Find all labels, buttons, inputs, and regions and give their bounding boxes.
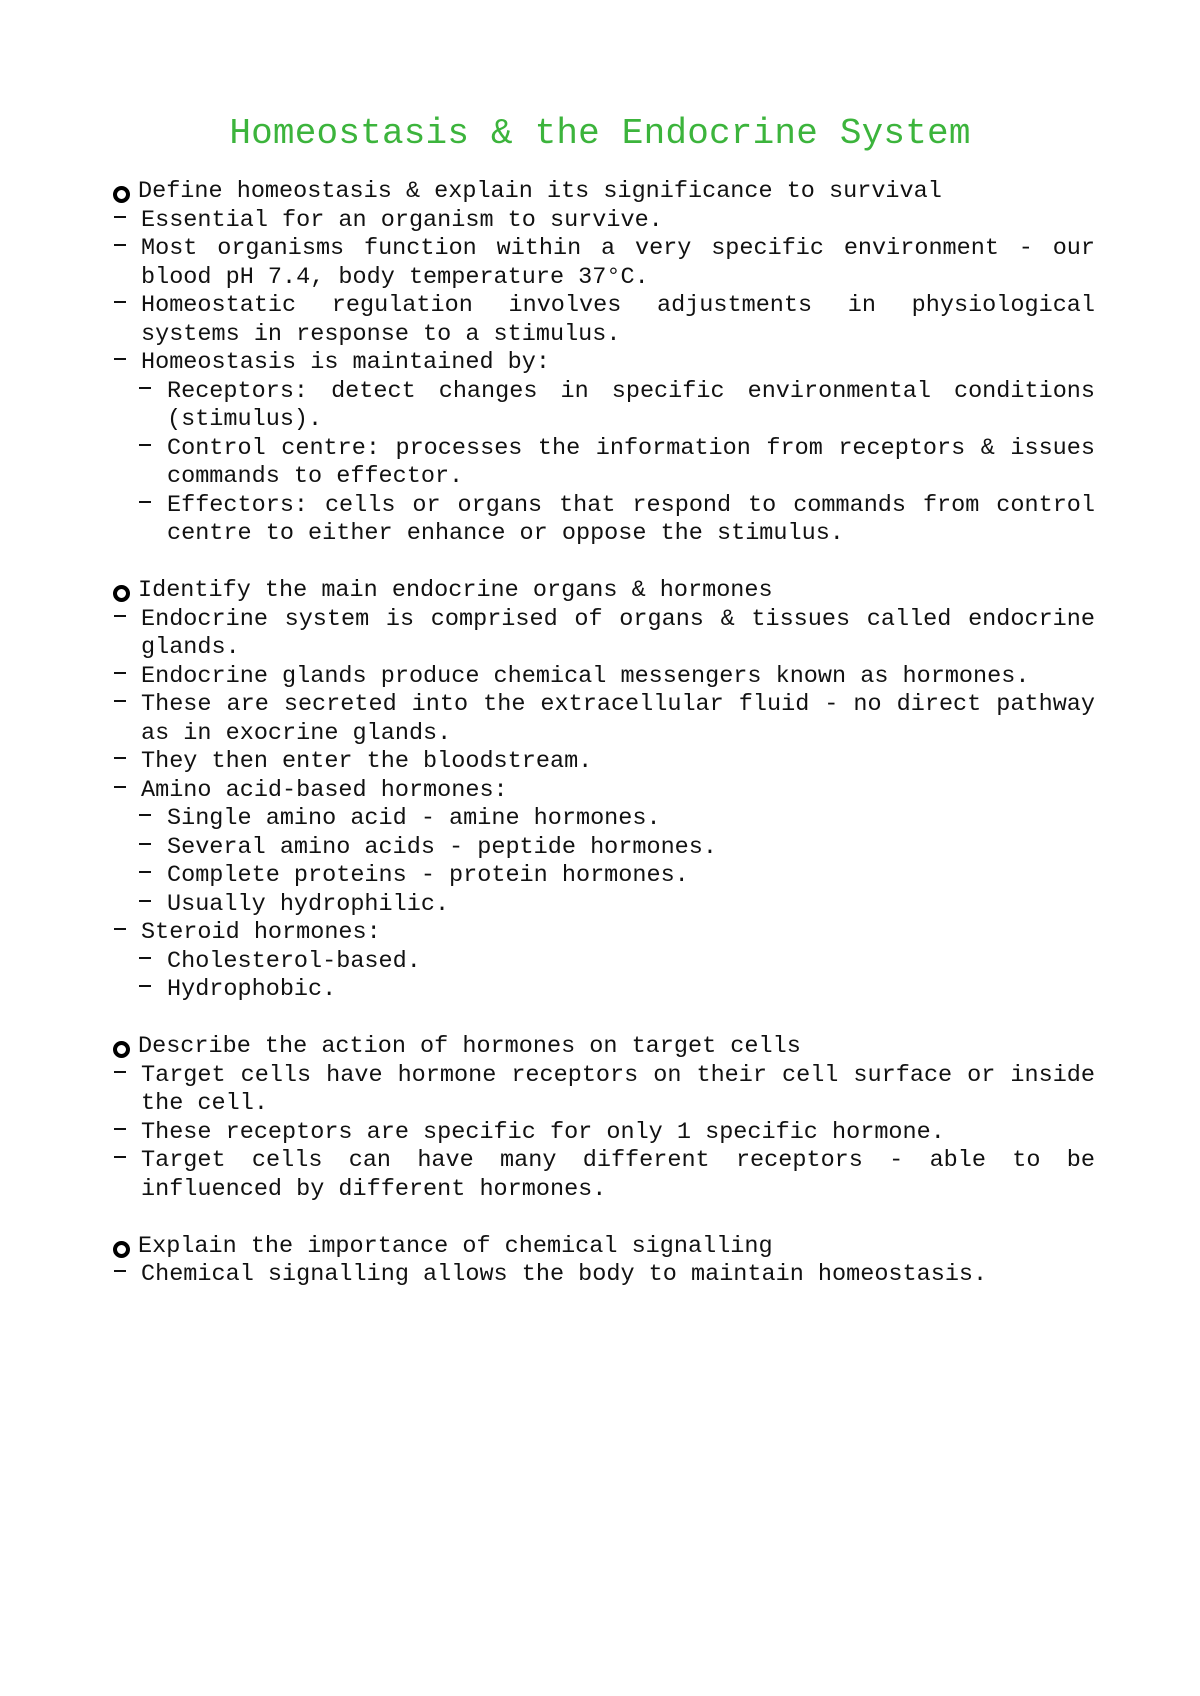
dash-bullet-icon xyxy=(139,378,155,407)
outline-section xyxy=(111,1033,1095,1204)
list-item xyxy=(111,1062,1095,1119)
circle-bullet-icon xyxy=(113,1041,130,1058)
dash-bullet-icon xyxy=(139,976,155,1005)
list-item xyxy=(111,292,1095,349)
dash-bullet-icon xyxy=(114,663,130,692)
list-item xyxy=(111,777,1095,806)
list-item-text: Amino acid-based hormones: xyxy=(141,776,508,804)
bullet-list xyxy=(111,1062,1095,1205)
list-item xyxy=(111,663,1095,692)
list-item-text: Essential for an organism to survive. xyxy=(141,206,663,234)
dash-bullet-icon xyxy=(139,805,155,834)
dash-bullet-icon xyxy=(114,919,130,948)
list-item xyxy=(111,235,1095,292)
dash-bullet-icon xyxy=(114,606,130,635)
list-item-text: Usually hydrophilic. xyxy=(167,890,450,918)
sub-list-item xyxy=(111,862,1095,891)
dash-bullet-icon xyxy=(114,235,130,264)
list-item-text: Several amino acids - peptide hormones. xyxy=(167,833,717,861)
page-title: Homeostasis & the Endocrine System xyxy=(229,113,971,154)
list-item xyxy=(111,1261,1095,1290)
section-heading-text: Explain the importance of chemical signalling xyxy=(138,1232,773,1260)
document-content xyxy=(111,178,1095,1318)
dash-bullet-icon xyxy=(114,691,130,720)
list-item xyxy=(111,606,1095,663)
list-item xyxy=(111,919,1095,948)
section-heading xyxy=(111,1233,1095,1262)
dash-bullet-icon xyxy=(114,207,130,236)
list-item xyxy=(111,1147,1095,1204)
sub-list-item xyxy=(111,948,1095,977)
outline-section xyxy=(111,178,1095,549)
list-item xyxy=(111,207,1095,236)
sub-list-item xyxy=(111,492,1095,549)
list-item-text: They then enter the bloodstream. xyxy=(141,748,593,775)
sub-list-item xyxy=(111,891,1095,920)
dash-bullet-icon xyxy=(114,748,130,777)
circle-bullet-icon xyxy=(113,186,130,203)
list-item-text: These are secreted into the extracellular fluid - no direct pathway as in exocrine glands. xyxy=(141,691,1095,747)
list-item-text: Homeostatic regulation involves adjustments in physiological systems in response to a stimulus. xyxy=(141,292,1095,348)
list-item-text: Receptors: detect changes in specific environmental conditions (stimulus). xyxy=(167,377,1095,433)
list-item xyxy=(111,691,1095,748)
dash-bullet-icon xyxy=(139,834,155,863)
list-item-text: These receptors are specific for only 1 specific hormone. xyxy=(141,1118,945,1146)
dash-bullet-icon xyxy=(139,492,155,521)
sub-list-item xyxy=(111,976,1095,1005)
section-heading-text: Describe the action of hormones on target cells xyxy=(138,1033,801,1060)
sub-list-item xyxy=(111,378,1095,435)
list-item-text: Cholesterol-based. xyxy=(167,947,421,975)
list-item-text: Effectors: cells or organs that respond to commands from control centre to either enhance or oppose the stimulus. xyxy=(167,491,1095,547)
dash-bullet-icon xyxy=(114,777,130,806)
dash-bullet-icon xyxy=(114,1119,130,1148)
list-item-text: Chemical signalling allows the body to maintain homeostasis. xyxy=(141,1261,988,1288)
list-item-text: Target cells can have many different receptors - able to be influenced by different hormones. xyxy=(141,1147,1095,1203)
list-item-text: Target cells have hormone receptors on their cell surface or inside the cell. xyxy=(141,1061,1095,1117)
list-item-text: Single amino acid - amine hormones. xyxy=(167,805,661,832)
circle-bullet-icon xyxy=(113,1241,130,1258)
dash-bullet-icon xyxy=(139,948,155,977)
dash-bullet-icon xyxy=(139,862,155,891)
list-item-text: Endocrine glands produce chemical messengers known as hormones. xyxy=(141,662,1030,690)
circle-bullet-icon xyxy=(113,585,130,602)
dash-bullet-icon xyxy=(114,1261,130,1290)
dash-bullet-icon xyxy=(114,292,130,321)
outline-section xyxy=(111,577,1095,1005)
dash-bullet-icon xyxy=(114,1062,130,1091)
list-item xyxy=(111,1119,1095,1148)
section-heading xyxy=(111,577,1095,606)
list-item-text: Hydrophobic. xyxy=(167,976,337,1003)
sub-list-item xyxy=(111,834,1095,863)
list-item xyxy=(111,748,1095,777)
list-item-text: Most organisms function within a very specific environment - our blood pH 7.4, body temperature 37°C. xyxy=(141,235,1095,291)
section-heading-text: Define homeostasis & explain its significance to survival xyxy=(138,178,942,205)
dash-bullet-icon xyxy=(114,349,130,378)
list-item-text: Complete proteins - protein hormones. xyxy=(167,862,689,889)
list-item-text: Homeostasis is maintained by: xyxy=(141,349,550,376)
bullet-list xyxy=(111,207,1095,549)
list-item-text: Control centre: processes the information from receptors & issues commands to effector. xyxy=(167,434,1095,490)
sub-list-item xyxy=(111,435,1095,492)
section-heading xyxy=(111,178,1095,207)
dash-bullet-icon xyxy=(139,435,155,464)
list-item xyxy=(111,349,1095,378)
dash-bullet-icon xyxy=(139,891,155,920)
list-item-text: Steroid hormones: xyxy=(141,919,381,946)
list-item-text: Endocrine system is comprised of organs & tissues called endocrine glands. xyxy=(141,605,1095,661)
section-heading-text: Identify the main endocrine organs & hormones xyxy=(138,577,773,604)
outline-section xyxy=(111,1233,1095,1290)
sub-list-item xyxy=(111,805,1095,834)
section-heading xyxy=(111,1033,1095,1062)
bullet-list xyxy=(111,1261,1095,1290)
bullet-list xyxy=(111,606,1095,1005)
dash-bullet-icon xyxy=(114,1147,130,1176)
